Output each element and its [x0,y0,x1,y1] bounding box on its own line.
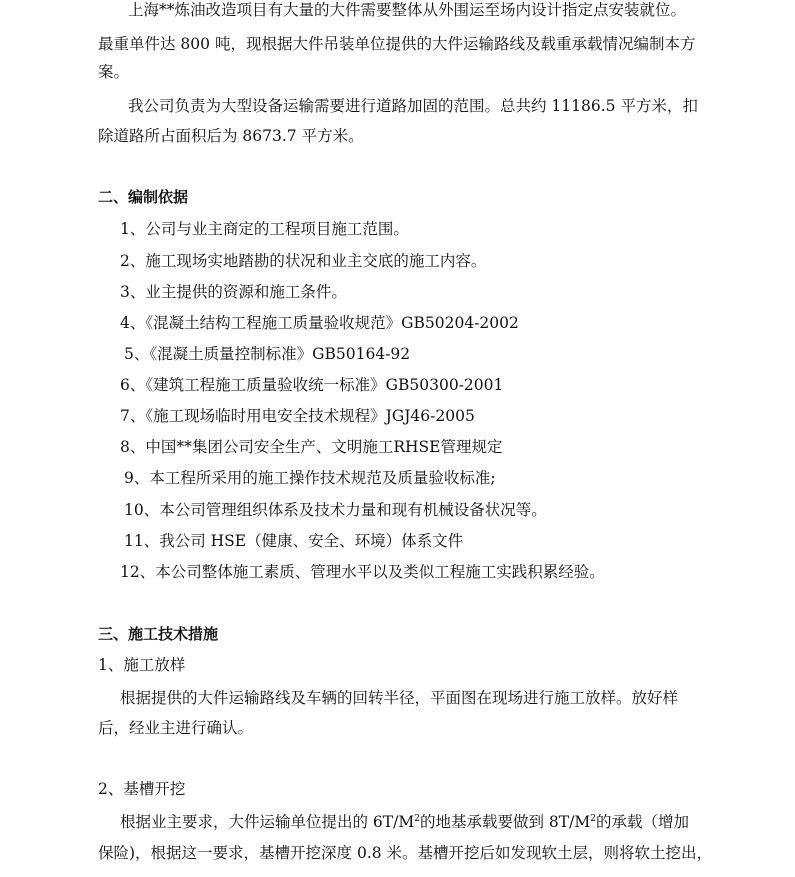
text-segment: 的承载（增加 [595,813,689,831]
list-item: 5、《混凝土质量控制标准》GB50164-92 [124,345,411,363]
subsection2-line2: 保险)，根据这一要求，基槽开挖深度 0.8 米。基槽开挖后如发现软土层，则将软土挖出， [98,844,713,862]
superscript: 2 [414,814,420,824]
intro-p2-line1: 我公司负责为大型设备运输需要进行道路加固的范围。总共约 11186.5 平方米，扣 [128,97,698,115]
intro-p1-line1: 上海**炼油改造项目有大量的大件需要整体从外围运至场内设计指定点安装就位。 [128,1,687,19]
section2-heading: 二、编制依据 [98,188,189,206]
text-segment: 根据业主要求，大件运输单位提出的 6T/M [120,813,415,831]
superscript: 2 [590,814,596,824]
subsection1-title: 1、施工放样 [98,656,186,674]
list-item: 9、本工程所采用的施工操作技术规范及质量验收标准; [124,469,496,487]
subsection1-line2: 后，经业主进行确认。 [98,719,254,737]
section3-heading: 三、施工技术措施 [98,625,219,643]
list-item: 2、施工现场实地踏勘的状况和业主交底的施工内容。 [120,252,487,270]
list-item: 6、《建筑工程施工质量验收统一标准》GB50300-2001 [120,376,504,394]
subsection2-title: 2、基槽开挖 [98,780,186,798]
text-segment: 的地基承载要做到 8T/M [419,813,591,831]
list-item: 3、业主提供的资源和施工条件。 [120,283,347,301]
list-item: 4、《混凝土结构工程施工质量验收规范》GB50204-2002 [120,314,519,332]
list-item: 7、《施工现场临时用电安全技术规程》JGJ46-2005 [120,407,475,425]
subsection2-line1 [120,812,689,832]
list-item: 10、本公司管理组织体系及技术力量和现有机械设备状况等。 [124,501,547,519]
list-item: 11、我公司 HSE（健康、安全、环境）体系文件 [124,532,464,550]
subsection1-line1: 根据提供的大件运输路线及车辆的回转半径，平面图在现场进行施工放样。放好样 [120,689,679,707]
intro-p1-line2: 最重单件达 800 吨，现根据大件吊装单位提供的大件运输路线及载重承载情况编制本方 [98,35,696,53]
list-item: 8、中国**集团公司安全生产、文明施工RHSE管理规定 [120,438,503,456]
intro-p2-line2: 除道路所占面积后为 8673.7 平方米。 [98,127,364,145]
list-item: 1、公司与业主商定的工程项目施工范围。 [120,220,409,238]
intro-p1-line3: 案。 [98,63,130,81]
list-item: 12、本公司整体施工素质、管理水平以及类似工程施工实践积累经验。 [120,563,605,581]
